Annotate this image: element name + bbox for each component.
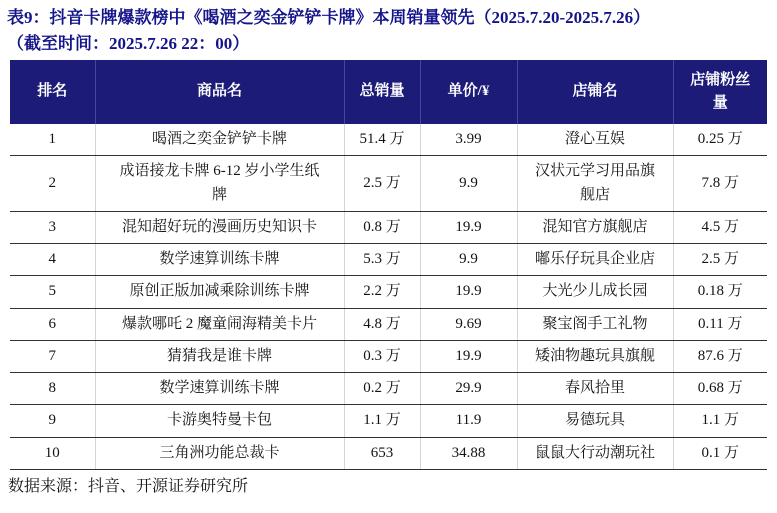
rank-cell: 10	[10, 437, 95, 469]
store-cell	[517, 405, 673, 437]
sales-cell: 5.3 万	[344, 244, 420, 276]
store-name: 矮油物趣玩具旗舰	[534, 347, 655, 364]
fans-cell: 1.1 万	[673, 405, 767, 437]
store-cell	[517, 156, 673, 212]
product-cell	[95, 211, 344, 243]
product-name: 爆款哪吒 2 魔童闹海精美卡片	[121, 315, 317, 332]
table-row	[10, 124, 767, 156]
table-row	[10, 437, 767, 469]
data-source: 数据来源：抖音、开源证券研究所	[8, 477, 249, 495]
table-row	[10, 405, 767, 437]
table-title-line1: 表9：抖音卡牌爆款榜中《喝酒之奕金铲铲卡牌》本周销量领先（2025.7.20-2025.7.26）	[7, 8, 651, 27]
product-cell	[95, 373, 344, 405]
price-cell: 19.9	[420, 211, 517, 243]
header-row	[10, 60, 767, 124]
table-row	[10, 156, 767, 212]
product-name: 喝酒之奕金铲铲卡牌	[151, 131, 287, 147]
rank-cell: 3	[10, 211, 95, 243]
fans-cell: 4.5 万	[673, 211, 767, 243]
store-cell	[517, 373, 673, 405]
fans-cell: 7.8 万	[673, 156, 767, 212]
store-name: 嘟乐仔玩具企业店	[534, 251, 655, 267]
store-name: 春风拾里	[564, 380, 625, 396]
sales-cell: 51.4 万	[344, 124, 420, 156]
col-header-store: 店铺名	[517, 60, 673, 124]
store-name: 混知官方旗舰店	[542, 218, 648, 235]
report-table-page	[0, 5, 777, 513]
rank-cell: 4	[10, 244, 95, 276]
col-header-rank: 排名	[10, 60, 95, 124]
fans-cell: 0.11 万	[673, 308, 767, 340]
table-row	[10, 340, 767, 372]
product-name: 猜猜我是谁卡牌	[166, 347, 272, 364]
price-cell: 9.9	[420, 244, 517, 276]
product-name: 混知超好玩的漫画历史知识卡	[121, 218, 317, 235]
col-header-price: 单价/¥	[420, 60, 517, 124]
price-cell: 29.9	[420, 373, 517, 405]
product-name: 卡游奥特曼卡包	[166, 412, 272, 429]
product-name: 成语接龙卡牌 6-12 岁小学生纸牌	[119, 163, 320, 203]
price-cell: 9.69	[420, 308, 517, 340]
fans-cell: 0.18 万	[673, 276, 767, 308]
price-cell: 3.99	[420, 124, 517, 156]
product-cell	[95, 244, 344, 276]
store-cell	[517, 124, 673, 156]
product-cell	[95, 405, 344, 437]
col-header-product: 商品名	[95, 60, 344, 124]
rank-cell: 2	[10, 156, 95, 212]
product-cell	[95, 340, 344, 372]
table-row	[10, 244, 767, 276]
product-cell	[95, 156, 344, 212]
store-name: 澄心互娱	[564, 131, 625, 147]
table-row	[10, 373, 767, 405]
table-title	[7, 5, 771, 56]
fans-cell: 0.68 万	[673, 373, 767, 405]
rank-cell: 7	[10, 340, 95, 372]
sales-cell: 4.8 万	[344, 308, 420, 340]
store-name: 汉状元学习用品旗舰店	[534, 163, 655, 203]
sales-cell: 0.3 万	[344, 340, 420, 372]
col-header-fans-label: 店铺粉丝量	[690, 71, 751, 111]
product-name: 三角洲功能总裁卡	[159, 444, 280, 461]
col-header-fans	[673, 60, 767, 124]
rank-cell: 5	[10, 276, 95, 308]
store-cell	[517, 244, 673, 276]
fans-cell: 0.25 万	[673, 124, 767, 156]
sales-cell: 653	[344, 437, 420, 469]
col-header-sales: 总销量	[344, 60, 420, 124]
product-cell	[95, 124, 344, 156]
sales-cell: 2.2 万	[344, 276, 420, 308]
store-name: 大光少儿成长园	[542, 283, 648, 300]
fans-cell: 87.6 万	[673, 340, 767, 372]
price-cell: 34.88	[420, 437, 517, 469]
sales-ranking-table	[10, 60, 767, 470]
sales-cell: 2.5 万	[344, 156, 420, 212]
store-cell	[517, 276, 673, 308]
product-name: 数学速算训练卡牌	[159, 251, 280, 267]
price-cell: 19.9	[420, 340, 517, 372]
rank-cell: 1	[10, 124, 95, 156]
rank-cell: 9	[10, 405, 95, 437]
store-name: 鼠鼠大行动潮玩社	[534, 444, 655, 461]
store-cell	[517, 437, 673, 469]
price-cell: 11.9	[420, 405, 517, 437]
fans-cell: 0.1 万	[673, 437, 767, 469]
fans-cell: 2.5 万	[673, 244, 767, 276]
table-row	[10, 276, 767, 308]
sales-cell: 0.8 万	[344, 211, 420, 243]
product-cell	[95, 308, 344, 340]
price-cell: 9.9	[420, 156, 517, 212]
store-name: 易德玩具	[564, 412, 625, 429]
price-cell: 19.9	[420, 276, 517, 308]
sales-cell: 1.1 万	[344, 405, 420, 437]
rank-cell: 6	[10, 308, 95, 340]
table-title-line2: （截至时间：2025.7.26 22：00）	[7, 33, 250, 53]
store-cell	[517, 308, 673, 340]
store-cell	[517, 340, 673, 372]
rank-cell: 8	[10, 373, 95, 405]
store-name: 聚宝阁手工礼物	[542, 315, 648, 332]
table-row	[10, 211, 767, 243]
product-cell	[95, 437, 344, 469]
product-name: 原创正版加减乘除训练卡牌	[129, 283, 310, 300]
sales-cell: 0.2 万	[344, 373, 420, 405]
product-name: 数学速算训练卡牌	[159, 380, 280, 396]
store-cell	[517, 211, 673, 243]
product-cell	[95, 276, 344, 308]
table-row	[10, 308, 767, 340]
